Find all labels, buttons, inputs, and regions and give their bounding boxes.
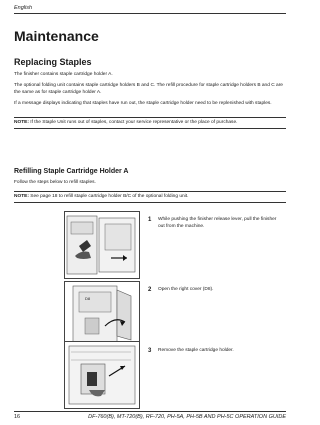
note-label: NOTE: xyxy=(14,194,29,199)
figure-finisher-release xyxy=(64,211,140,279)
footer-rule xyxy=(14,411,286,412)
footer-page-number: 16 xyxy=(14,414,21,420)
note-folding-unit xyxy=(14,191,286,203)
subsection-intro: Follow the steps below to refill staples. xyxy=(14,180,96,185)
cover-label: D8 xyxy=(85,296,91,301)
section-heading: Replacing Staples xyxy=(14,57,92,67)
step-3-number: 3 xyxy=(148,348,152,354)
figure-remove-cartridge-holder xyxy=(64,341,140,409)
step-3-text: Remove the staple cartridge holder. xyxy=(158,348,234,353)
header-language: English xyxy=(14,5,33,11)
note-label: NOTE: xyxy=(14,120,29,125)
paragraph-1: The finisher contains staple cartridge holder A. xyxy=(14,72,113,77)
figure-open-right-cover xyxy=(64,281,140,349)
finisher-release-illustration-icon xyxy=(65,212,139,278)
step-1-text: While pushing the finisher release lever, pull the finisher out from the machine. xyxy=(158,217,277,229)
note-text: If the Staple Unit runs out of staples, contact your service representative or the place of purchase. xyxy=(28,120,238,125)
note-staple-unit xyxy=(14,117,286,129)
subsection-heading: Refilling Staple Cartridge Holder A xyxy=(14,168,129,175)
step-1-number: 1 xyxy=(148,217,152,223)
open-right-cover-illustration-icon xyxy=(65,282,139,348)
paragraph-3: If a message displays indicating that staples have run out, the staple cartridge holder need to be replenished with staples. xyxy=(14,101,272,106)
paragraph-2: The optional folding unit contains staple cartridge holders B and C. The refill procedure for staple cartridge holders B and C are the same as for staple cartridge holder A. xyxy=(14,83,283,95)
page-title: Maintenance xyxy=(14,28,99,44)
step-2-number: 2 xyxy=(148,287,152,293)
step-2-text: Open the right cover (D8). xyxy=(158,287,214,292)
note-text: See page 18 to refill staple cartridge holder B/C of the optional folding unit. xyxy=(28,194,189,199)
header-rule xyxy=(14,13,286,14)
remove-cartridge-holder-illustration-icon xyxy=(65,342,139,408)
footer-doc-title: DF-760(B), MT-720(B), RF-720, PH-5A, PH-5B AND PH-5C OPERATION GUIDE xyxy=(88,414,286,420)
